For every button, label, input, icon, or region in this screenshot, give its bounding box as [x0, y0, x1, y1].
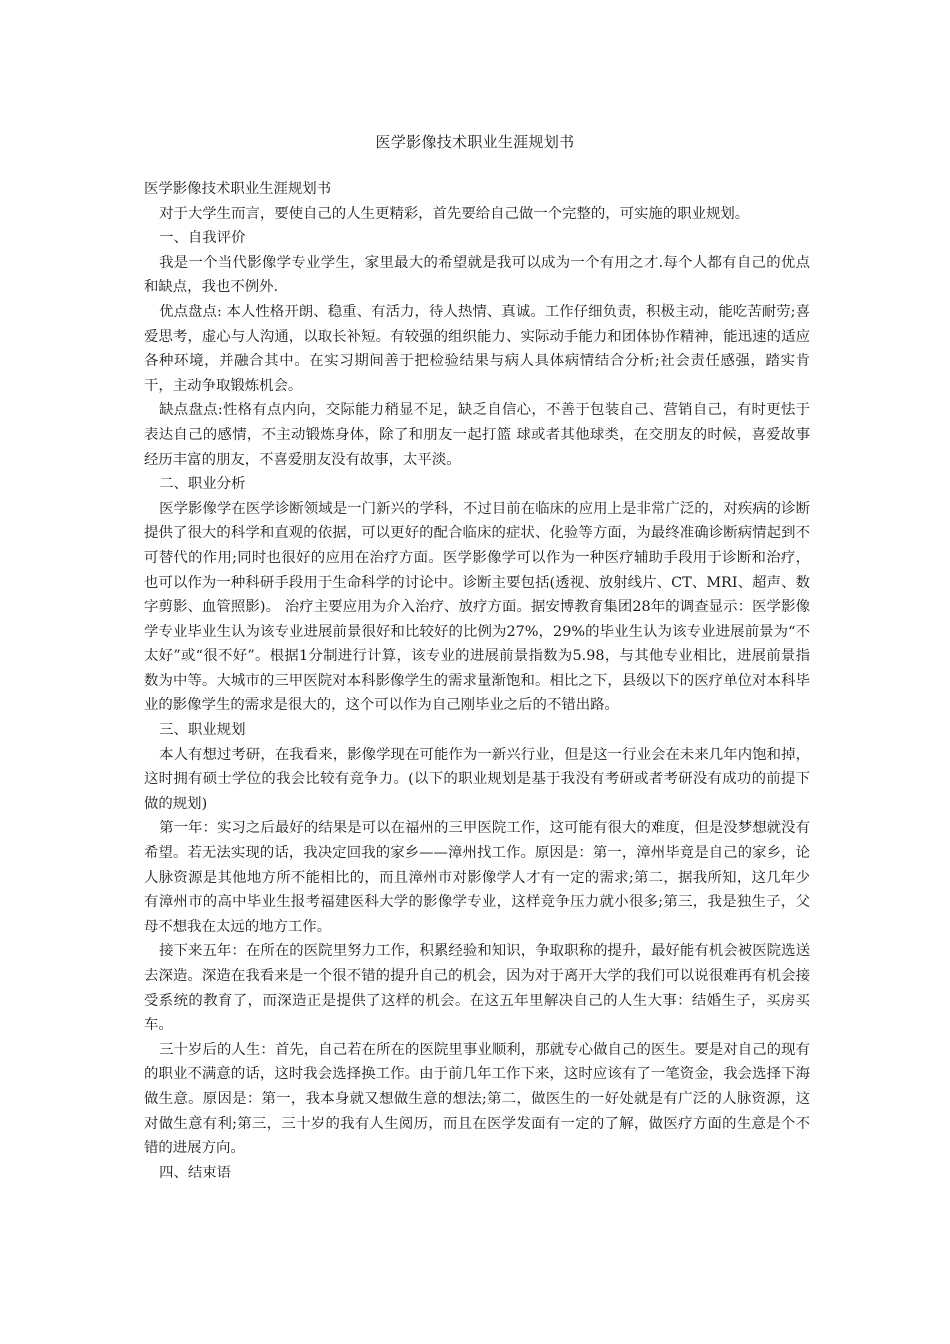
- paragraph: 我是一个当代影像学专业学生，家里最大的希望就是我可以成为一个有用之才.每个人都有自己的优点和缺点，我也不例外.: [144, 254, 810, 296]
- paragraph: 第一年：实习之后最好的结果是可以在福州的三甲医院工作，这可能有很大的难度，但是没梦想就没有希望。若无法实现的话，我决定回我的家乡——漳州找工作。原因是：第一，漳州毕竟是自己的家乡，论人脉资源是其他地方所不能相比的，而且漳州市对影像学人才有一定的需求;第二，据我所知，这几年少有漳州市的高中毕业生报考福建医科大学的影像学专业，这样竞争压力就小很多;第三，我是独生子，父母不想我在太远的地方工作。: [144, 820, 810, 935]
- paragraph: 缺点盘点:性格有点内向，交际能力稍显不足，缺乏自信心，不善于包装自己、营销自己，有时更怯于表达自己的感情，不主动锻炼身体，除了和朋友一起打篮 球或者其他球类，在交朋友的时候，喜爱故事经历丰富的朋友，不喜爱朋友没有故事，太平淡。: [144, 402, 810, 468]
- paragraph: 接下来五年：在所在的医院里努力工作，积累经验和知识，争取职称的提升，最好能有机会被医院选送去深造。深造在我看来是一个很不错的提升自己的机会，因为对于离开大学的我们可以说很难再有机会接受系统的教育了，而深造正是提供了这样的机会。在这五年里解决自己的人生大事：结婚生子，买房买车。: [144, 943, 810, 1034]
- section-heading: 一、自我评价: [159, 230, 246, 247]
- section-heading: 三、职业规划: [159, 722, 246, 739]
- document-body: [144, 177, 810, 1185]
- section-heading: 四、结束语: [159, 1164, 232, 1181]
- paragraph: 三十岁后的人生：首先，自己若在所在的医院里事业顺利，那就专心做自己的医生。要是对自己的现有的职业不满意的话，这时我会选择换工作。由于前几年工作下来，这时应该有了一笔资金，我会选择下海做生意。原因是：第一，我本身就又想做生意的想法;第二，做医生的一好处就是有广泛的人脉资源，这对做生意有利;第三，三十岁的我有人生阅历，而且在医学发面有一定的了解，做医疗方面的生意是个不错的进展方向。: [144, 1041, 810, 1157]
- paragraph: 对于大学生而言，要使自己的人生更精彩，首先要给自己做一个完整的，可实施的职业规划。: [159, 205, 750, 222]
- paragraph: 医学影像学在医学诊断领域是一门新兴的学科，不过目前在临床的应用上是非常广泛的，对疾病的诊断提供了很大的科学和直观的依据，可以更好的配合临床的症状、化验等方面，为最终准确诊断病情起到不可替代的作用;同时也很好的应用在治疗方面。医学影像学可以作为一种医疗辅助手段用于诊断和治疗，也可以作为一种科研手段用于生命科学的讨论中。诊断主要包括(透视、放射线片、CT、MRI、超声、数字剪影、血管照影)。 治疗主要应用为介入治疗、放疗方面。据安博教育集团28年的调查显示：医学影像学专业毕业生认为该专业进展前景很好和比较好的比例为27%，29%的毕业生认为该专业进展前景为“不太好”或“很不好”。根据1分制进行计算，该专业的进展前景指数为5.98，与其他专业相比，进展前景指数为中等。大城市的三甲医院对本科影像学生的需求量渐饱和。相比之下，县级以下的医疗单位对本科毕业的影像学生的需求是很大的，这个可以作为自己刚毕业之后的不错出路。: [144, 500, 810, 714]
- paragraph: 本人有想过考研，在我看来，影像学现在可能作为一新兴行业，但是这一行业会在未来几年内饱和掉，这时拥有硕士学位的我会比较有竞争力。(以下的职业规划是基于我没有考研或者考研没有成功的前提下做的规划): [144, 746, 810, 812]
- section-heading: 二、职业分析: [159, 476, 246, 493]
- document-title: 医学影像技术职业生涯规划书: [375, 133, 575, 151]
- paragraph: 优点盘点: 本人性格开朗、稳重、有活力，待人热情、真诚。工作仔细负责，积极主动，能吃苦耐劳;喜爱思考，虚心与人沟通，以取长补短。有较强的组织能力、实际动手能力和团体协作精神，能迅速的适应各种环境，并融合其中。在实习期间善于把检验结果与病人具体病情结合分析;社会责任感强，踏实肯干，主动争取锻炼机会。: [144, 303, 810, 394]
- paragraph: 医学影像技术职业生涯规划书: [144, 181, 332, 197]
